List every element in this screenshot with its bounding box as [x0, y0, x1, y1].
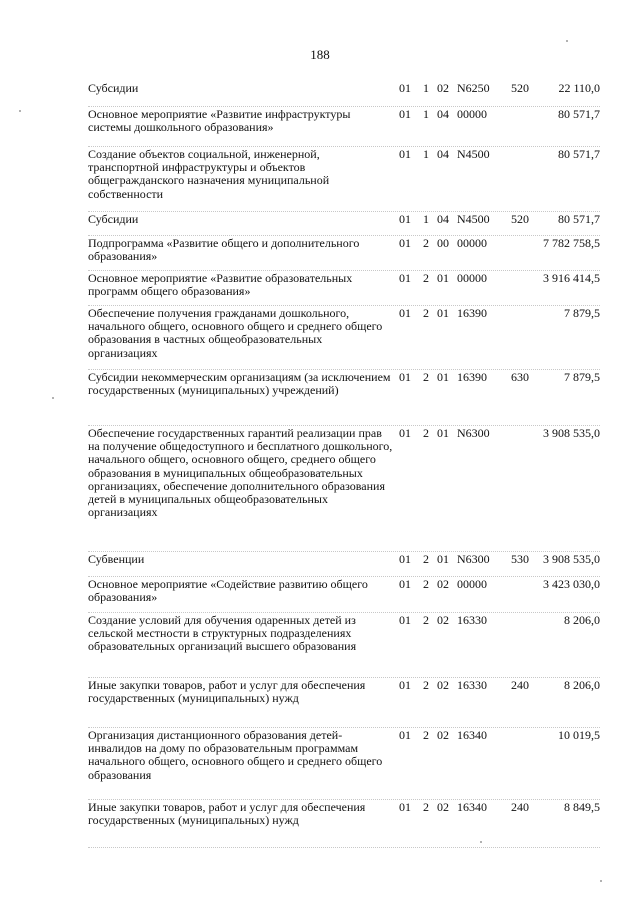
expense-type: 240: [511, 800, 529, 814]
code-direction: 00000: [457, 107, 487, 121]
row-name: Иные закупки товаров, работ и услуг для обеспечения государственных (муниципальных) нужд: [88, 800, 366, 828]
row-name: Организация дистанционного образования детей-инвалидов на дому по образовательным программам начального общего, основного общего и среднего общего образования: [88, 728, 383, 782]
code-program: 01: [399, 370, 411, 384]
amount: 80 571,7: [558, 147, 600, 161]
code-direction: 00000: [457, 271, 487, 285]
code-subprogram: 1: [423, 81, 429, 95]
amount: 3 908 535,0: [543, 552, 600, 566]
code-program: 01: [399, 271, 411, 285]
code-subprogram: 2: [423, 370, 429, 384]
code-subprogram: 2: [423, 271, 429, 285]
code-program: 01: [399, 426, 411, 440]
scan-speck: [600, 880, 602, 882]
code-activity: 04: [437, 147, 449, 161]
row-name: Создание объектов социальной, инженерной, транспортной инфраструктуры и объектов общегражданского назначения муниципальной собственности: [88, 147, 330, 201]
code-activity: 02: [437, 800, 449, 814]
amount: 8 849,5: [564, 800, 600, 814]
row-name: Иные закупки товаров, работ и услуг для обеспечения государственных (муниципальных) нужд: [88, 678, 366, 706]
code-direction: 16330: [457, 613, 487, 627]
table-row: [88, 108, 600, 148]
code-program: 01: [399, 613, 411, 627]
code-program: 01: [399, 728, 411, 742]
code-activity: 04: [437, 212, 449, 226]
table-row: [88, 553, 600, 578]
row-name: Субсидии: [88, 212, 139, 226]
table-row: [88, 148, 600, 213]
code-subprogram: 2: [423, 678, 429, 692]
code-activity: 02: [437, 613, 449, 627]
code-direction: 00000: [457, 577, 487, 591]
expense-type: 530: [511, 552, 529, 566]
code-direction: N4500: [457, 212, 490, 226]
code-direction: N6300: [457, 426, 490, 440]
row-name: Обеспечение получения гражданами дошкольного, начального общего, основного общего и среднего общего образования в частных общеобразовательных организациях: [88, 306, 383, 360]
code-subprogram: 2: [423, 577, 429, 591]
amount: 8 206,0: [564, 613, 600, 627]
code-program: 01: [399, 552, 411, 566]
code-subprogram: 2: [423, 552, 429, 566]
code-activity: 02: [437, 577, 449, 591]
code-subprogram: 2: [423, 800, 429, 814]
code-direction: 16340: [457, 728, 487, 742]
table-row: [88, 237, 600, 272]
code-direction: N6250: [457, 81, 490, 95]
table-row: [88, 729, 600, 801]
row-name: Обеспечение государственных гарантий реализации прав на получение общедоступного и бесплатного дошкольного, начального общего, основного общего, среднего общего образования в муниципальных общеобразовательных организациях, обеспечение дополнительного образования детей в муниципальных общеобразовательных организациях: [88, 426, 393, 520]
scan-speck: [480, 841, 482, 843]
code-direction: N4500: [457, 147, 490, 161]
code-activity: 02: [437, 81, 449, 95]
code-program: 01: [399, 212, 411, 226]
row-name: Субвенции: [88, 552, 145, 566]
table-row: [88, 578, 600, 614]
amount: 10 019,5: [558, 728, 600, 742]
code-subprogram: 1: [423, 107, 429, 121]
expense-type: 520: [511, 81, 529, 95]
row-name: Основное мероприятие «Содействие развитию общего образования»: [88, 577, 368, 605]
code-subprogram: 2: [423, 613, 429, 627]
amount: 7 879,5: [564, 306, 600, 320]
table-row: [88, 213, 600, 237]
table-row: [88, 679, 600, 729]
budget-table: [88, 82, 600, 849]
code-program: 01: [399, 306, 411, 320]
amount: 3 908 535,0: [543, 426, 600, 440]
code-direction: 16330: [457, 678, 487, 692]
expense-type: 520: [511, 212, 529, 226]
row-name: Основное мероприятие «Развитие инфраструктуры системы дошкольного образования»: [88, 107, 351, 135]
code-direction: 16340: [457, 800, 487, 814]
amount: 80 571,7: [558, 107, 600, 121]
code-activity: 01: [437, 271, 449, 285]
row-name: Субсидии некоммерческим организациям (за исключением государственных (муниципальных) учреждений): [88, 370, 391, 398]
code-subprogram: 2: [423, 306, 429, 320]
code-activity: 02: [437, 728, 449, 742]
code-activity: 01: [437, 552, 449, 566]
row-name: Создание условий для обучения одаренных детей из сельской местности в структурных подразделениях образовательных организаций высшего образования: [88, 613, 357, 654]
table-row: [88, 272, 600, 307]
row-name: Субсидии: [88, 81, 139, 95]
code-program: 01: [399, 107, 411, 121]
table-row: [88, 427, 600, 553]
code-program: 01: [399, 577, 411, 591]
amount: 3 423 030,0: [543, 577, 600, 591]
table-row: [88, 614, 600, 679]
code-direction: 16390: [457, 370, 487, 384]
amount: 8 206,0: [564, 678, 600, 692]
amount: 7 782 758,5: [543, 236, 600, 250]
code-subprogram: 1: [423, 147, 429, 161]
scan-speck: [52, 397, 54, 399]
code-program: 01: [399, 147, 411, 161]
code-activity: 02: [437, 678, 449, 692]
code-program: 01: [399, 800, 411, 814]
row-name: Подпрограмма «Развитие общего и дополнительного образования»: [88, 236, 360, 264]
code-program: 01: [399, 236, 411, 250]
table-row: [88, 307, 600, 371]
amount: 3 916 414,5: [543, 271, 600, 285]
scan-speck: [566, 40, 568, 42]
amount: 22 110,0: [558, 81, 600, 95]
row-name: Основное мероприятие «Развитие образовательных программ общего образования»: [88, 271, 353, 299]
code-program: 01: [399, 81, 411, 95]
code-subprogram: 2: [423, 236, 429, 250]
code-subprogram: 2: [423, 728, 429, 742]
scan-speck: [19, 110, 21, 112]
code-activity: 01: [437, 306, 449, 320]
code-activity: 01: [437, 426, 449, 440]
code-subprogram: 1: [423, 212, 429, 226]
table-row: [88, 371, 600, 427]
code-activity: 01: [437, 370, 449, 384]
code-subprogram: 2: [423, 426, 429, 440]
amount: 80 571,7: [558, 212, 600, 226]
table-row: [88, 801, 600, 849]
code-direction: 00000: [457, 236, 487, 250]
code-activity: 00: [437, 236, 449, 250]
expense-type: 240: [511, 678, 529, 692]
code-direction: N6300: [457, 552, 490, 566]
table-row: [88, 82, 600, 108]
expense-type: 630: [511, 370, 529, 384]
page-number: 188: [310, 47, 330, 62]
amount: 7 879,5: [564, 370, 600, 384]
code-activity: 04: [437, 107, 449, 121]
code-direction: 16390: [457, 306, 487, 320]
code-program: 01: [399, 678, 411, 692]
